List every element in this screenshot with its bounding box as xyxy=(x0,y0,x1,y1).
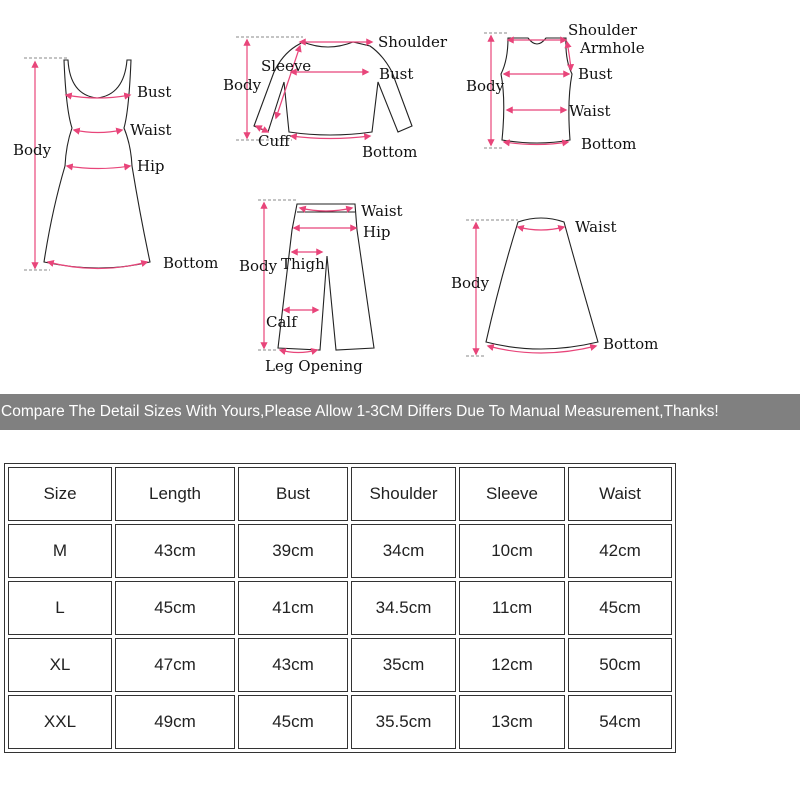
pants-label-thigh: Thigh xyxy=(281,255,325,273)
pants-label-hip: Hip xyxy=(363,223,391,241)
dress-label-hip: Hip xyxy=(137,157,165,175)
top-label-shoulder: Shoulder xyxy=(378,33,448,51)
pants-label-waist: Waist xyxy=(361,202,403,220)
cell-bust: 45cm xyxy=(238,695,348,749)
skirt-waist-line xyxy=(518,227,564,230)
top-outline xyxy=(254,42,412,135)
dress-label-bottom: Bottom xyxy=(163,254,219,272)
table-row xyxy=(8,581,672,635)
header-sleeve: Sleeve xyxy=(459,467,565,521)
top-bottom-line xyxy=(291,136,370,139)
cell-bust: 43cm xyxy=(238,638,348,692)
measurement-diagrams xyxy=(0,0,800,385)
top-label-bust: Bust xyxy=(379,65,414,83)
cell-sleeve: 12cm xyxy=(459,638,565,692)
table-row xyxy=(8,524,672,578)
header-size: Size xyxy=(8,467,112,521)
header-bust: Bust xyxy=(238,467,348,521)
top-label-bottom: Bottom xyxy=(362,143,418,161)
cell-waist: 50cm xyxy=(568,638,672,692)
vest-outline xyxy=(501,38,572,143)
pants-diagram xyxy=(239,200,403,375)
table-header-row xyxy=(8,467,672,521)
dress-waist-line xyxy=(74,130,122,133)
cell-waist: 54cm xyxy=(568,695,672,749)
cell-length: 49cm xyxy=(115,695,235,749)
dress-label-body: Body xyxy=(13,141,52,159)
cell-shoulder: 35cm xyxy=(351,638,456,692)
cell-sleeve: 10cm xyxy=(459,524,565,578)
cell-length: 43cm xyxy=(115,524,235,578)
table-row xyxy=(8,695,672,749)
cell-waist: 45cm xyxy=(568,581,672,635)
vest-label-waist: Waist xyxy=(569,102,611,120)
skirt-label-bottom: Bottom xyxy=(603,335,659,353)
cell-size: XL xyxy=(8,638,112,692)
cell-shoulder: 34cm xyxy=(351,524,456,578)
cell-size: M xyxy=(8,524,112,578)
pants-label-body: Body xyxy=(239,257,278,275)
cell-shoulder: 34.5cm xyxy=(351,581,456,635)
cell-bust: 39cm xyxy=(238,524,348,578)
cell-bust: 41cm xyxy=(238,581,348,635)
cell-size: L xyxy=(8,581,112,635)
skirt-outline xyxy=(486,218,598,349)
header-length: Length xyxy=(115,467,235,521)
measurement-notice-banner: Compare The Detail Sizes With Yours,Please Allow 1-3CM Differs Due To Manual Measurement,Thanks! xyxy=(0,394,800,430)
pants-label-leg-opening: Leg Opening xyxy=(265,357,363,375)
header-shoulder: Shoulder xyxy=(351,467,456,521)
vest-label-bust: Bust xyxy=(578,65,613,83)
dress-label-waist: Waist xyxy=(130,121,172,139)
dress-hip-line xyxy=(67,166,130,169)
vest-label-shoulder: Shoulder xyxy=(568,21,638,39)
cell-length: 47cm xyxy=(115,638,235,692)
diagram-canvas xyxy=(0,0,800,385)
vest-label-body: Body xyxy=(466,77,505,95)
cell-waist: 42cm xyxy=(568,524,672,578)
vest-label-armhole: Armhole xyxy=(580,39,645,57)
pants-waist-line xyxy=(300,208,352,211)
cell-length: 45cm xyxy=(115,581,235,635)
cell-sleeve: 11cm xyxy=(459,581,565,635)
vest-diagram xyxy=(466,21,645,153)
skirt-label-waist: Waist xyxy=(575,218,617,236)
dress-label-bust: Bust xyxy=(137,83,172,101)
skirt-label-body: Body xyxy=(451,274,490,292)
top-diagram xyxy=(223,33,448,161)
vest-label-bottom: Bottom xyxy=(581,135,637,153)
cell-size: XXL xyxy=(8,695,112,749)
top-label-cuff: Cuff xyxy=(258,132,290,150)
skirt-diagram xyxy=(451,218,658,356)
pants-label-calf: Calf xyxy=(266,313,297,331)
dress-outline xyxy=(44,60,150,268)
size-chart-table xyxy=(4,463,676,753)
top-label-body: Body xyxy=(223,76,262,94)
dress-bust-line xyxy=(66,95,130,98)
dress-diagram xyxy=(13,58,218,272)
header-waist: Waist xyxy=(568,467,672,521)
pants-leg-opening-line xyxy=(280,350,317,353)
cell-shoulder: 35.5cm xyxy=(351,695,456,749)
table-row xyxy=(8,638,672,692)
cell-sleeve: 13cm xyxy=(459,695,565,749)
top-label-sleeve: Sleeve xyxy=(261,57,312,75)
